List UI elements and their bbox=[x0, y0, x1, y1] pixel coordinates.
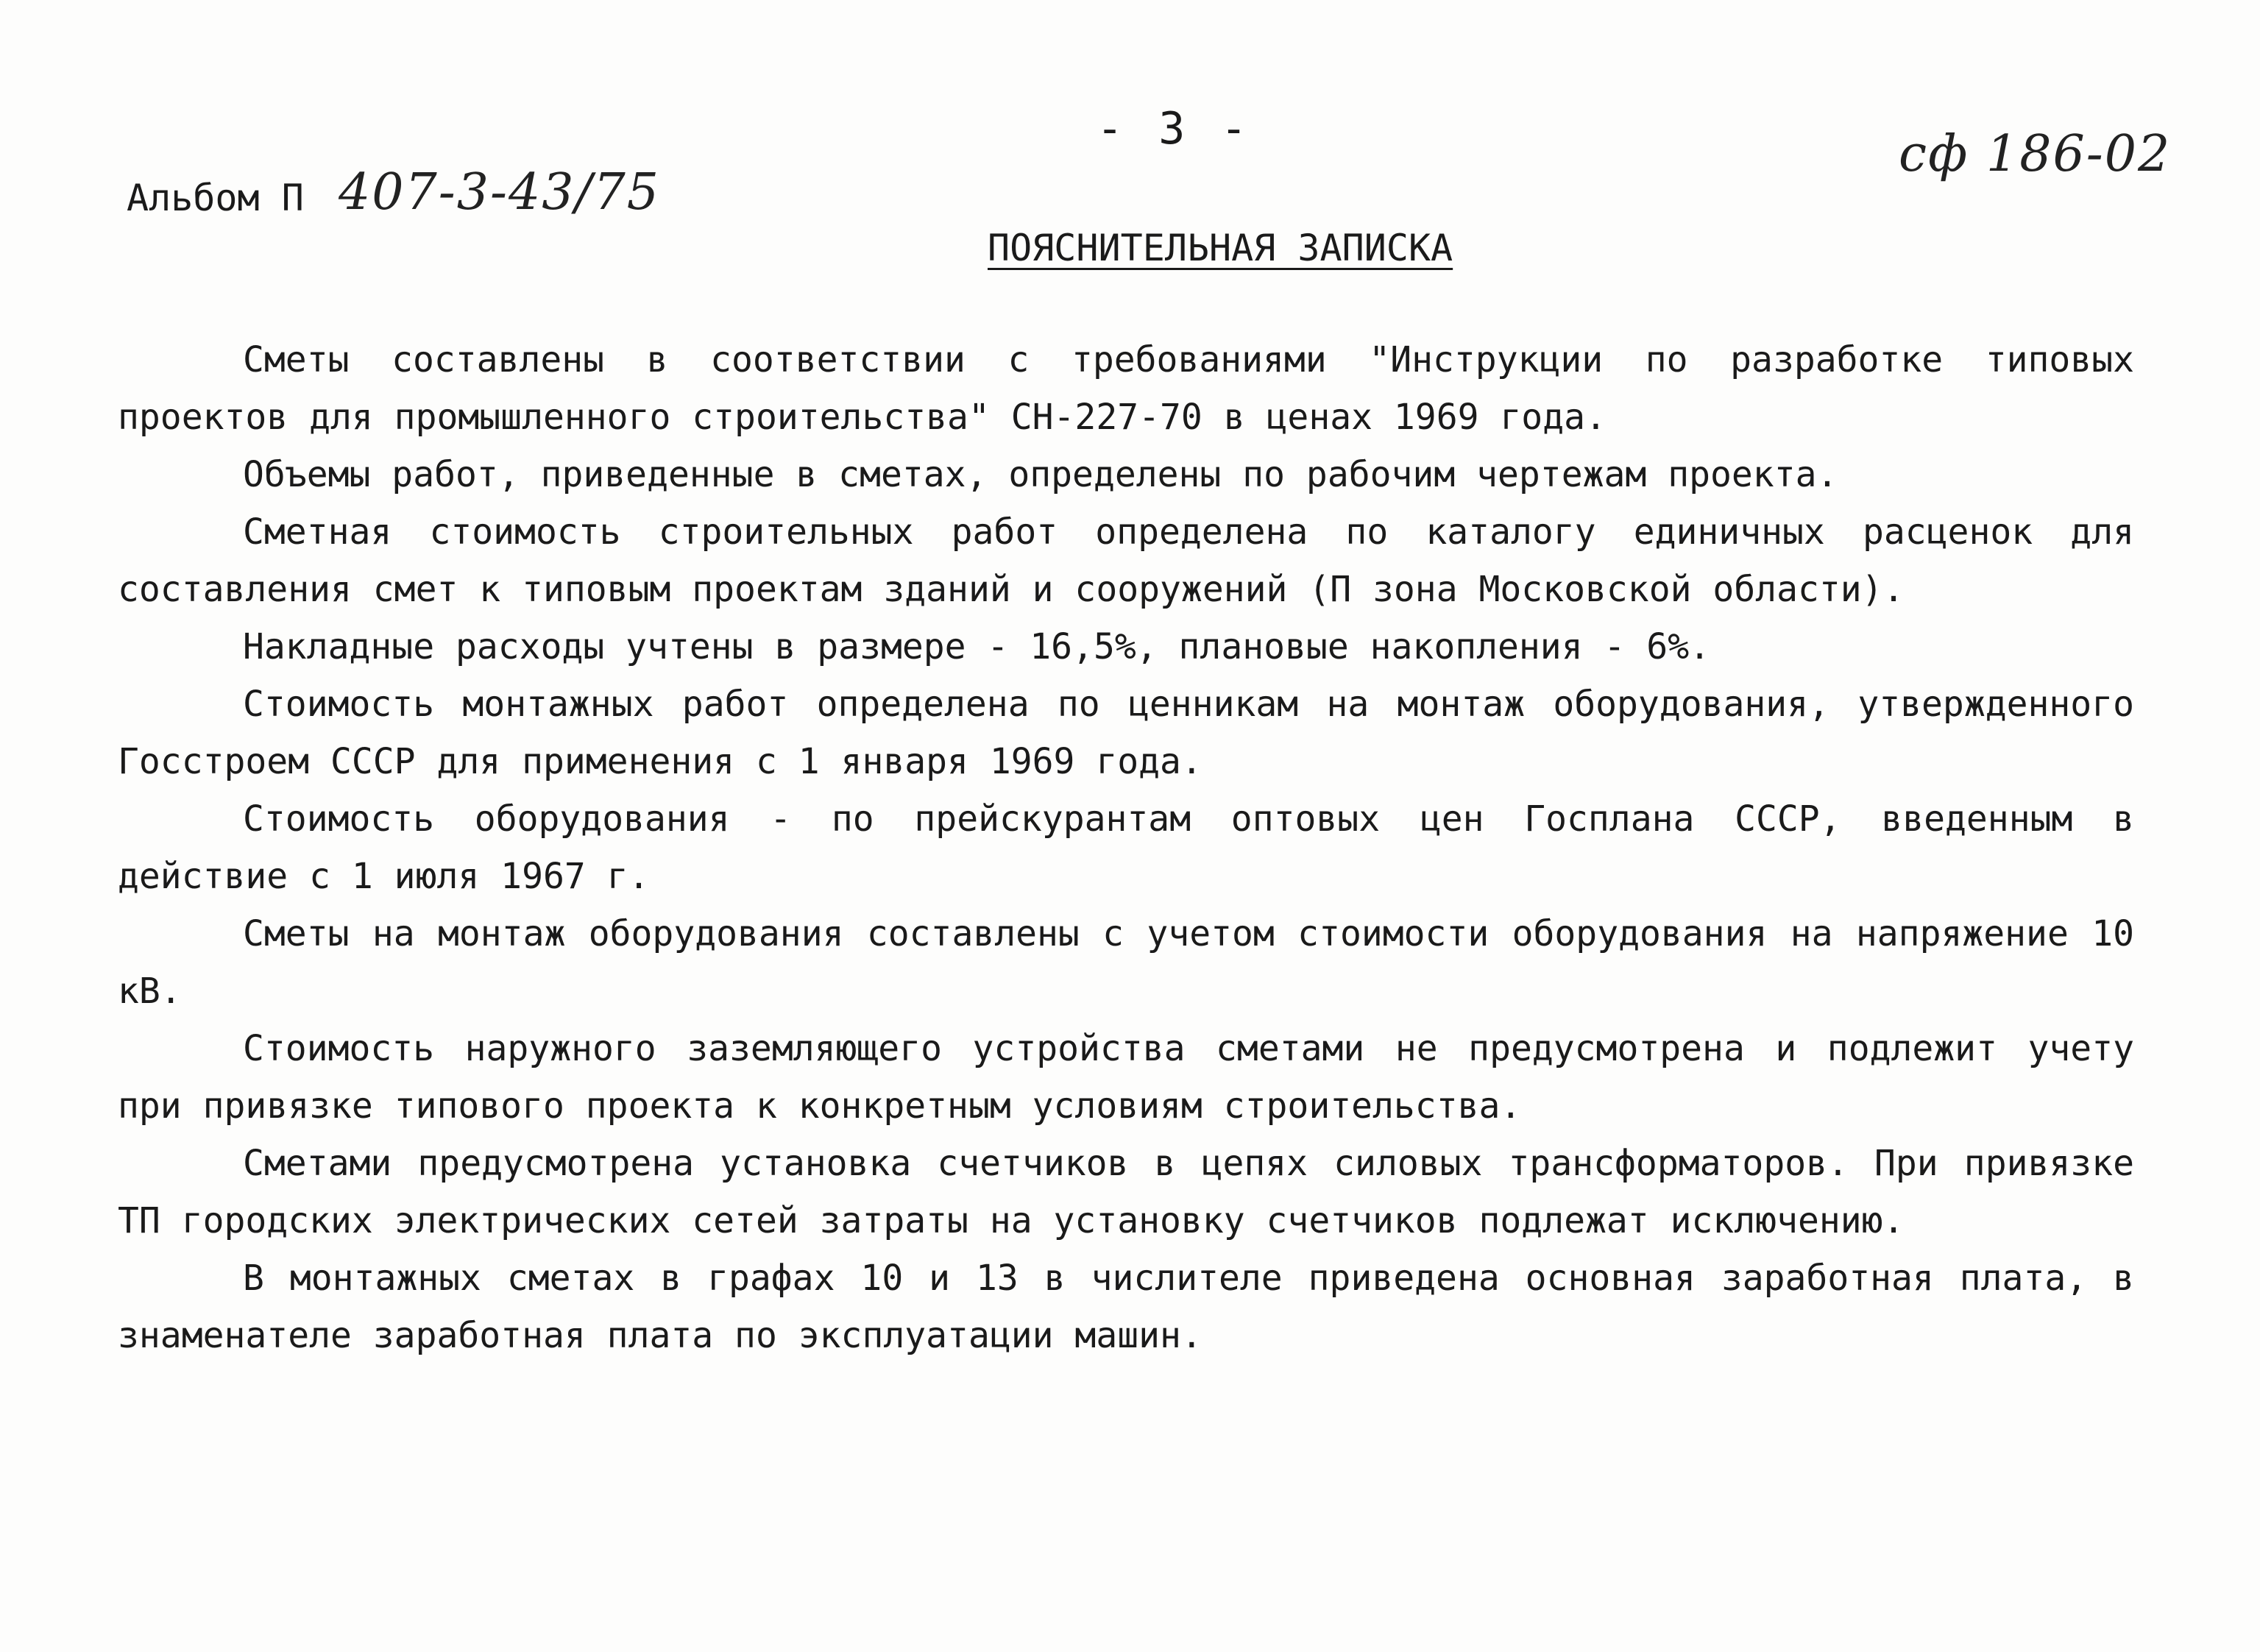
paragraph: Накладные расходы учтены в размере - 16,5%, плановые накопления - 6%. bbox=[243, 626, 1710, 667]
paragraph: Стоимость наружного заземляющего устройства сметами не предусмотрена и подлежит учету при привязке типового проекта к конкретным условиям строительства. bbox=[118, 1028, 2134, 1127]
paragraph: Сметы составлены в соответствии с требованиями "Инструкции по разработке типовых проектов для промышленного строительства" СН-227-70 в ценах 1969 года. bbox=[118, 339, 2134, 438]
document-title: ПОЯСНИТЕЛЬНАЯ ЗАПИСКА bbox=[988, 227, 1453, 269]
paragraph: Стоимость монтажных работ определена по ценникам на монтаж оборудования, утвержденного Госстроем СССР для применения с 1 января 1969 года. bbox=[118, 684, 2134, 782]
explanatory-note-body bbox=[118, 331, 2134, 1364]
paragraph: В монтажных сметах в графах 10 и 13 в числителе приведена основная заработная плата, в знаменателе заработная плата по эксплуатации машин. bbox=[118, 1258, 2134, 1356]
album-code-handwritten: 407-3-43/75 bbox=[339, 163, 660, 221]
paragraph: Сметы на монтаж оборудования составлены с учетом стоимости оборудования на напряжение 10 кВ. bbox=[118, 913, 2134, 1012]
paragraph: Сметами предусмотрена установка счетчиков в цепях силовых трансформаторов. При привязке ТП городских электрических сетей затраты на установку счетчиков подлежат исключению. bbox=[118, 1143, 2134, 1241]
paragraph: Объемы работ, приведенные в сметах, определены по рабочим чертежам проекта. bbox=[243, 454, 1838, 495]
paragraph: Сметная стоимость строительных работ определена по каталогу единичных расценок для составления смет к типовым проектам зданий и сооружений (П зона Московской области). bbox=[118, 511, 2134, 610]
album-label: Альбом П bbox=[127, 177, 304, 219]
paragraph: Стоимость оборудования - по прейскурантам оптовых цен Госплана СССР, введенным в действие с 1 июля 1967 г. bbox=[118, 798, 2134, 897]
page-number: - 3 - bbox=[1097, 103, 1252, 155]
sheet-code-handwritten: сф 186-02 bbox=[1899, 125, 2172, 183]
